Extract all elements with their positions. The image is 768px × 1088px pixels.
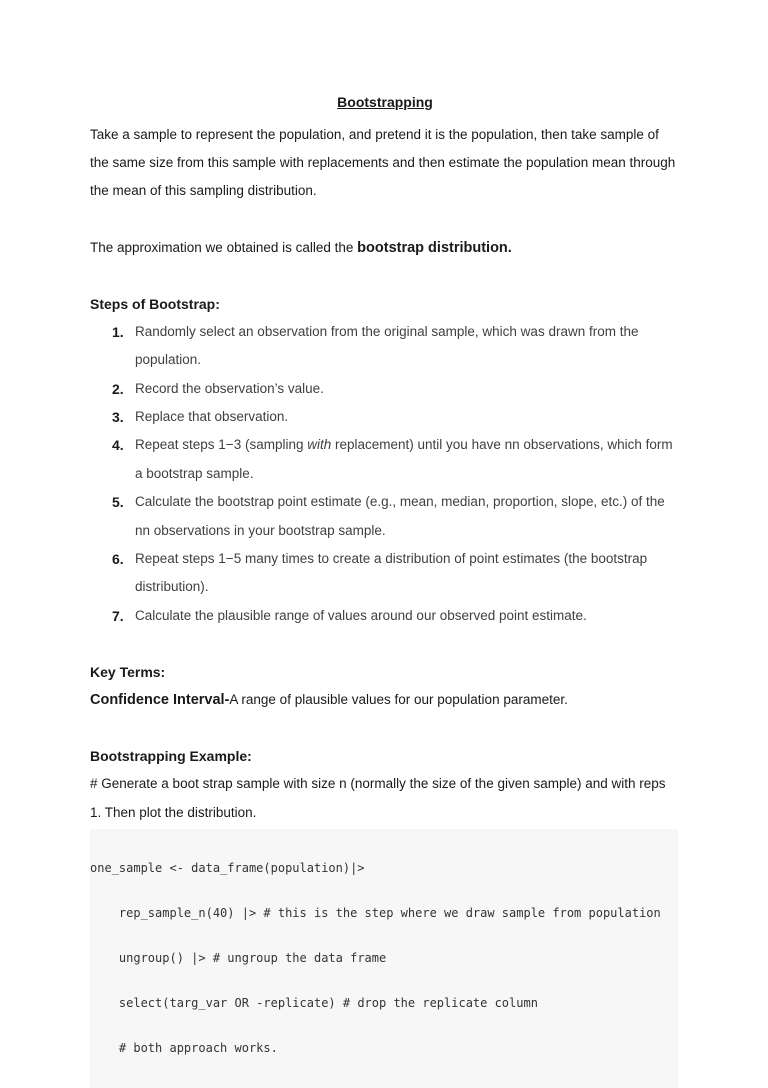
code-line: select(targ_var OR -replicate) # drop the replicate column — [90, 995, 538, 1010]
steps-list — [90, 318, 680, 630]
code-line: one_sample <- data_frame(population)|> — [90, 860, 365, 875]
key-terms-heading: Key Terms: — [90, 664, 166, 681]
spacer — [90, 206, 680, 234]
list-item — [90, 545, 680, 602]
step-text: Repeat steps 1−5 many times to create a distribution of point estimates (the bootstrap distribution). — [135, 551, 648, 595]
spacer — [90, 262, 680, 290]
step-text: Record the observation’s value. — [135, 380, 324, 396]
step-text: Repeat steps 1−3 (sampling — [135, 437, 308, 453]
step-text: replacement) until you have nn observations, which form a bootstrap sample. — [135, 437, 673, 481]
bootstrap-distribution-term: bootstrap distribution. — [357, 239, 512, 256]
step-number: 7. — [112, 607, 124, 624]
step-number: 3. — [112, 409, 124, 426]
step-text: Calculate the bootstrap point estimate (e.g., mean, median, proportion, slope, etc.) of the nn observations in your bootstrap sample. — [135, 494, 665, 538]
confidence-interval-definition — [90, 686, 680, 714]
step-text: Randomly select an observation from the original sample, which was drawn from the population. — [135, 323, 639, 368]
list-item — [90, 488, 680, 545]
code-line: rep_sample_n(40) |> # this is the step where we draw sample from population — [90, 905, 661, 920]
code-line: ungroup() |> # ungroup the data frame — [90, 950, 387, 965]
document-page — [90, 92, 680, 1088]
list-item — [90, 375, 680, 403]
step-number: 6. — [112, 551, 124, 568]
step-text: Calculate the plausible range of values around our observed point estimate. — [135, 607, 587, 623]
step-text-emphasis: with — [307, 437, 332, 453]
list-item — [90, 403, 680, 431]
step-number: 1. — [112, 323, 124, 340]
steps-heading: Steps of Bootstrap: — [90, 295, 220, 312]
approximation-text: The approximation we obtained is called the — [90, 239, 358, 255]
code-line: # both approach works. — [90, 1040, 278, 1055]
list-item — [90, 431, 680, 488]
spacer — [90, 714, 680, 742]
example-heading: Bootstrapping Example: — [90, 748, 252, 765]
confidence-interval-text: A range of plausible values for our population parameter. — [229, 692, 568, 708]
step-number: 4. — [112, 437, 124, 454]
code-block — [90, 829, 678, 1088]
list-item — [90, 602, 680, 630]
spacer — [90, 630, 680, 658]
step-text: Replace that observation. — [135, 409, 289, 425]
step-number: 5. — [112, 494, 124, 511]
step-number: 2. — [112, 380, 124, 397]
document-title: Bootstrapping — [337, 94, 433, 110]
example-description: # Generate a boot strap sample with size n (normally the size of the given sample) and with reps 1. Then plot the distribution. — [90, 776, 666, 820]
intro-paragraph: Take a sample to represent the population, and pretend it is the population, then take sample of the same size from this sample with replacements and then estimate the population mean through the mean of this sampling distribution. — [90, 127, 676, 199]
confidence-interval-term: Confidence Interval- — [90, 692, 230, 709]
list-item — [90, 318, 680, 375]
approximation-paragraph — [90, 234, 680, 262]
